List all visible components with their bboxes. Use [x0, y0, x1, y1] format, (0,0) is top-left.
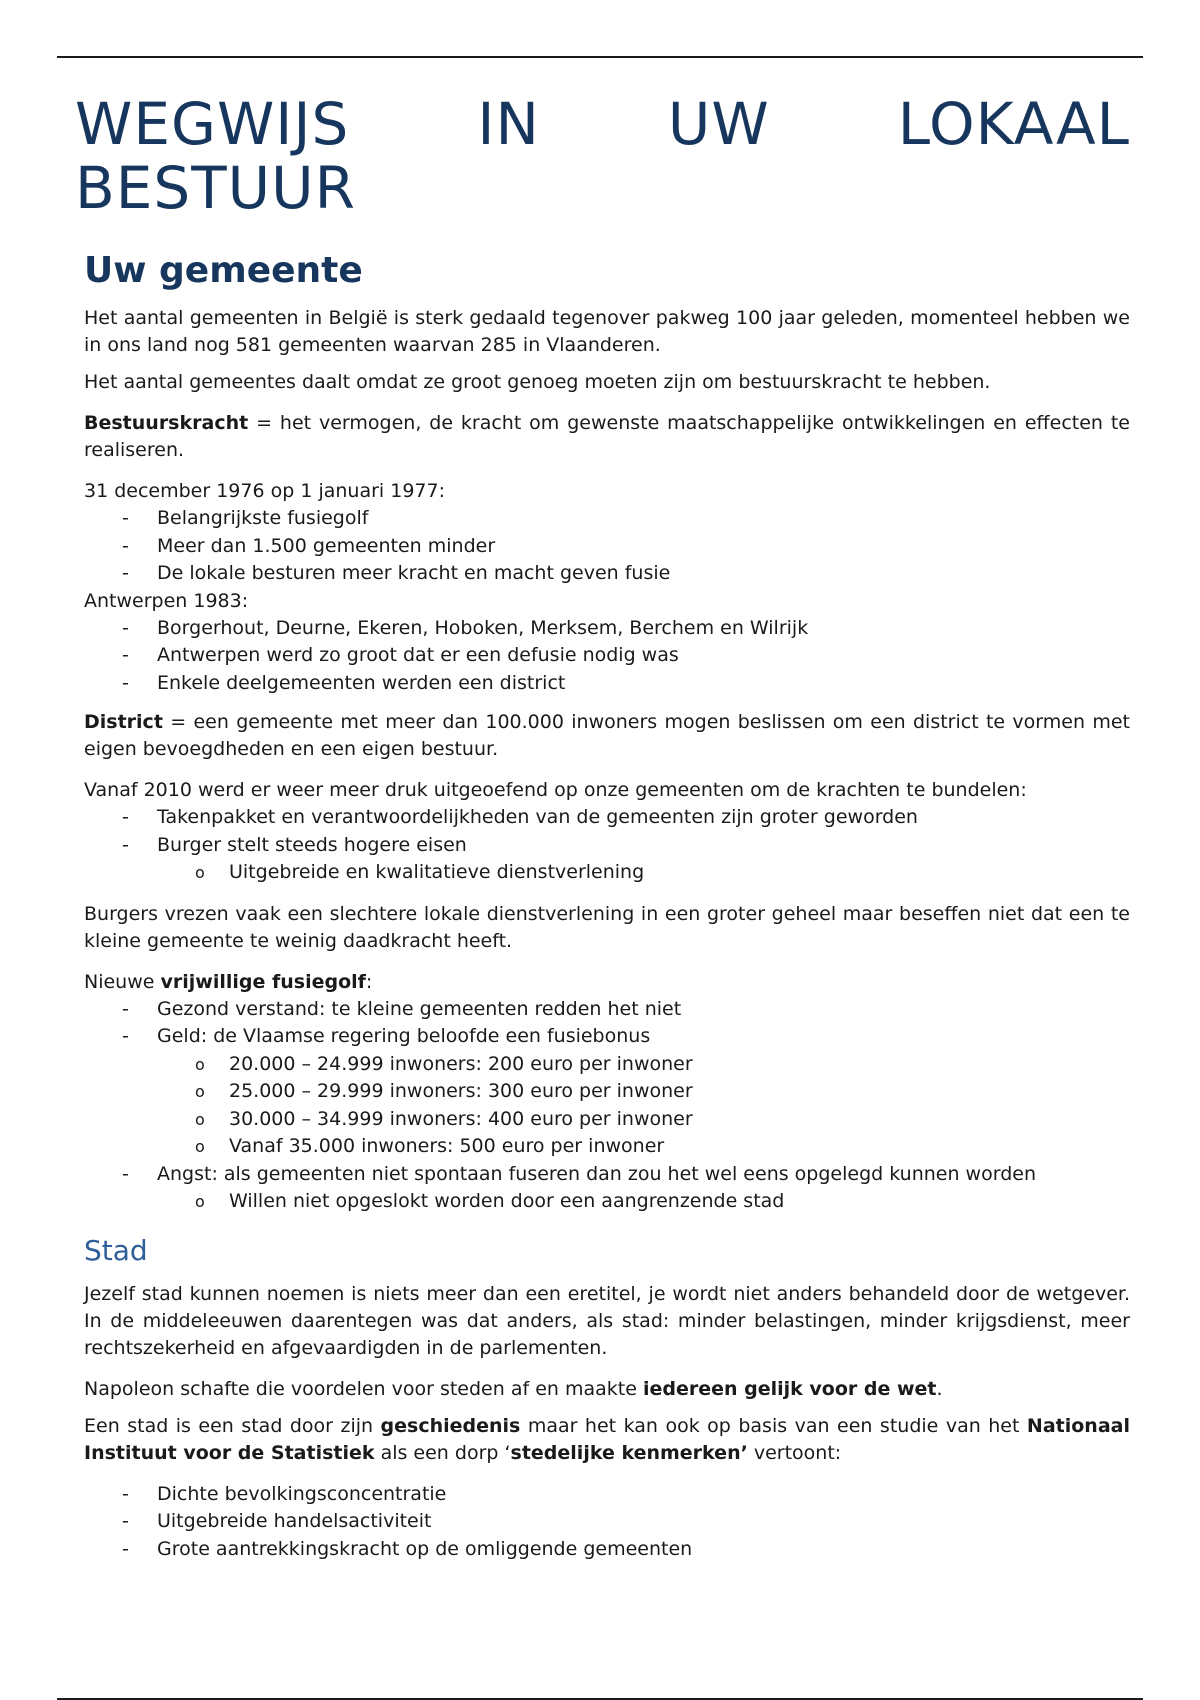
sub-list-item: o Willen niet opgeslokt worden door een aangrenzende stad — [84, 1188, 1130, 1216]
napoleon-text-bold: iedereen gelijk voor de wet — [642, 1377, 937, 1400]
stad-text-e: als een dorp ‘ — [374, 1441, 511, 1464]
stad-text-g: vertoont: — [747, 1441, 842, 1464]
paragraph-daling: Het aantal gemeentes daalt omdat ze groot genoeg moeten zijn om bestuurskracht te hebben. — [84, 371, 991, 393]
title-word-3: UW — [667, 90, 770, 158]
paragraph-gemeenten: Het aantal gemeenten in België is sterk gedaald tegenover pakweg 100 jaar geleden, momenteel hebben we in ons land nog 581 gemeenten waarvan 285 in Vlaanderen. — [84, 307, 1130, 356]
definition-district — [84, 709, 1130, 763]
paragraph-napoleon — [84, 1376, 1130, 1403]
list-item: - De lokale besturen meer kracht en macht geven fusie — [84, 560, 1130, 588]
stad-kenmerken-list — [84, 1481, 1130, 1564]
title-word-5: BESTUUR — [75, 154, 356, 222]
heading-uw-gemeente: Uw gemeente — [84, 250, 363, 291]
paragraph-stad-definitie — [84, 1413, 1130, 1467]
fusion-1977-intro: 31 december 1976 op 1 januari 1977: — [84, 480, 445, 502]
list-item: - Burger stelt steeds hogere eisen — [84, 832, 1130, 860]
list-item: - Takenpakket en verantwoordelijkheden van de gemeenten zijn groter geworden — [84, 804, 1130, 832]
top-rule — [57, 56, 1143, 58]
term-district: District — [84, 711, 163, 733]
new-wave-list — [84, 996, 1130, 1216]
antwerp-intro: Antwerpen 1983: — [84, 589, 249, 612]
paragraph-burgers: Burgers vrezen vaak een slechtere lokale dienstverlening in een groter geheel maar beseffen niet dat een te kleine gemeente te weinig daadkracht heeft. — [84, 902, 1130, 952]
heading-stad: Stad — [84, 1233, 148, 1267]
list-item: - Antwerpen werd zo groot dat er een defusie nodig was — [84, 642, 1130, 670]
sub-list-item: o 20.000 – 24.999 inwoners: 200 euro per inwoner — [84, 1051, 1130, 1079]
document-page — [75, 90, 1130, 1571]
since-2010-intro: Vanaf 2010 werd er weer meer druk uitgeoefend op onze gemeenten om de krachten te bundelen: — [84, 779, 1027, 801]
title-word-4: LOKAAL — [897, 90, 1130, 158]
list-item: - Angst: als gemeenten niet spontaan fuseren dan zou het wel eens opgelegd kunnen worden — [84, 1161, 1130, 1189]
list-item: - Belangrijkste fusiegolf — [84, 505, 1130, 533]
term-vrijwillige-fusiegolf: vrijwillige fusiegolf — [160, 970, 366, 993]
list-item: - Geld: de Vlaamse regering beloofde een fusiebonus — [84, 1023, 1130, 1051]
antwerp-list — [84, 615, 1130, 698]
napoleon-text-a: Napoleon schafte die voordelen voor steden af en maakte — [84, 1377, 643, 1400]
list-item: - Dichte bevolkingsconcentratie — [84, 1481, 1130, 1509]
title-word-1: WEGWIJS — [75, 90, 350, 158]
napoleon-text-c: . — [936, 1377, 943, 1400]
document-title — [75, 92, 1130, 220]
new-wave-suffix: : — [365, 970, 373, 993]
list-item: - Uitgebreide handelsactiviteit — [84, 1508, 1130, 1536]
sub-list-item: o 25.000 – 29.999 inwoners: 300 euro per inwoner — [84, 1078, 1130, 1106]
fusion-1977-list — [84, 505, 1130, 588]
list-item: - Grote aantrekkingskracht op de omliggende gemeenten — [84, 1536, 1130, 1564]
stad-text-a: Een stad is een stad door zijn — [84, 1414, 381, 1437]
new-wave-prefix: Nieuwe — [84, 970, 161, 993]
definition-district-text: = een gemeente met meer dan 100.000 inwoners mogen beslissen om een district te vormen met eigen bevoegdheden en een eigen bestuur. — [84, 711, 1130, 760]
stad-text-c: maar het kan ook op basis van een studie van het — [520, 1414, 1027, 1437]
stad-text-kenmerken: stedelijke kenmerken’ — [510, 1441, 748, 1464]
new-wave-intro — [84, 969, 1130, 996]
sub-list-item: o 30.000 – 34.999 inwoners: 400 euro per inwoner — [84, 1106, 1130, 1134]
list-item: - Gezond verstand: te kleine gemeenten redden het niet — [84, 996, 1130, 1024]
stad-text-nis: Nationaal Instituut voor de Statistiek — [84, 1414, 1130, 1464]
stad-text-geschiedenis: geschiedenis — [380, 1414, 521, 1437]
list-item: - Enkele deelgemeenten werden een district — [84, 670, 1130, 698]
definition-bestuurskracht-text: = het vermogen, de kracht om gewenste maatschappelijke ontwikkelingen en effecten te realiseren. — [84, 412, 1130, 461]
title-word-2: IN — [477, 90, 540, 158]
list-item: - Meer dan 1.500 gemeenten minder — [84, 533, 1130, 561]
sub-list-item: o Uitgebreide en kwalitatieve dienstverlening — [84, 859, 1130, 887]
since-2010-list — [84, 804, 1130, 887]
paragraph-eretitel: Jezelf stad kunnen noemen is niets meer dan een eretitel, je wordt niet anders behandeld door de wetgever. In de middeleeuwen daarentegen was dat anders, als stad: minder belastingen, minder krijgsdienst, meer rechtszekerheid en afgevaardigden in de parlementen. — [84, 1282, 1130, 1359]
definition-bestuurskracht — [84, 410, 1130, 464]
term-bestuurskracht: Bestuurskracht — [84, 412, 249, 434]
sub-list-item: o Vanaf 35.000 inwoners: 500 euro per inwoner — [84, 1133, 1130, 1161]
list-item: - Borgerhout, Deurne, Ekeren, Hoboken, Merksem, Berchem en Wilrijk — [84, 615, 1130, 643]
